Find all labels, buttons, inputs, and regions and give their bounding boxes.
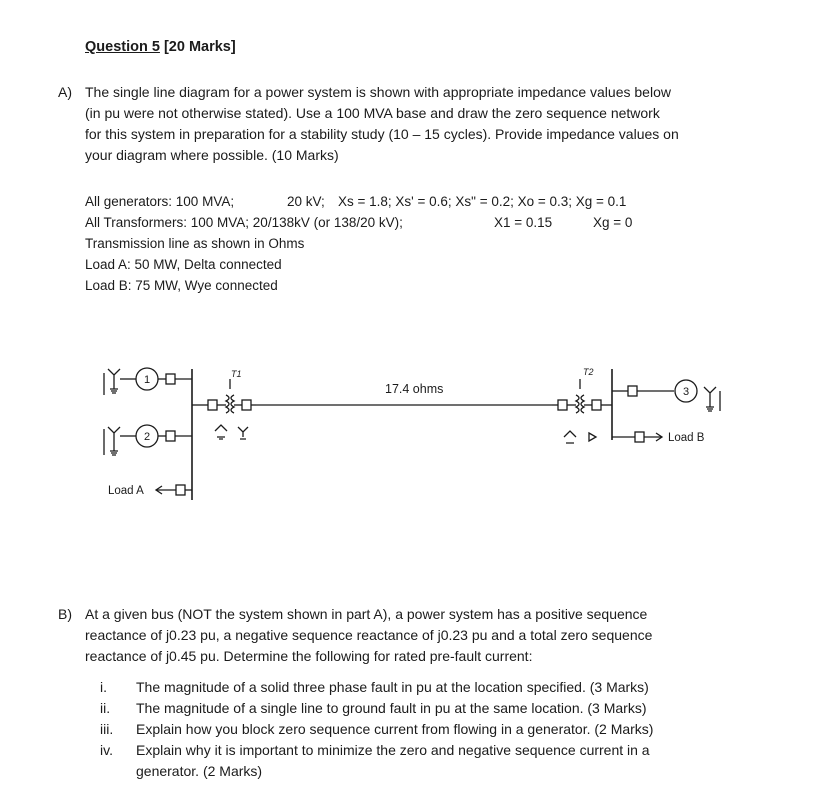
item-number: i. (100, 679, 107, 695)
part-b-text (85, 604, 652, 667)
spec-generators-kv: 20 kV; (287, 194, 325, 209)
spec-transformers-label: All Transformers: 100 MVA; 20/138kV (or 138/20 kV); (85, 215, 403, 230)
spec-load-a: Load A: 50 MW, Delta connected (85, 257, 282, 272)
item-number: iii. (100, 721, 114, 737)
spec-load-b: Load B: 75 MW, Wye connected (85, 278, 278, 293)
part-a-line: your diagram where possible. (10 Marks) (85, 147, 339, 163)
part-a-line: for this system in preparation for a stability study (10 – 15 cycles). Provide impedance values on (85, 126, 679, 142)
t2-label: T2 (583, 367, 594, 377)
part-a-line: (in pu were not otherwise stated). Use a 100 MVA base and draw the zero sequence network (85, 105, 660, 121)
generator-3 (612, 380, 720, 411)
generator-2-label: 2 (143, 431, 151, 443)
part-b-line: reactance of j0.45 pu. Determine the following for rated pre-fault current: (85, 648, 533, 664)
spec-transformers-x1: X1 = 0.15 (494, 215, 553, 230)
spec-transformers-xg: Xg = 0 (593, 215, 633, 230)
spec-generators-reactances: Xs = 1.8; Xs' = 0.6; Xs" = 0.2; Xo = 0.3; Xg = 0.1 (338, 194, 627, 209)
part-b-line: At a given bus (NOT the system shown in part A), a power system has a positive sequence (85, 606, 648, 622)
transformer-t1 (192, 369, 256, 439)
question-number: Question 5 (85, 39, 160, 55)
item-text: generator. (2 Marks) (136, 763, 263, 779)
item-text: The magnitude of a single line to ground fault in pu at the same location. (3 Marks) (136, 700, 647, 716)
load-b-label: Load B (668, 432, 705, 444)
generator-2 (104, 425, 192, 455)
part-a-line: The single line diagram for a power system is shown with appropriate impedance values below (85, 84, 671, 100)
item-text: Explain why it is important to minimize the zero and negative sequence current in a (136, 742, 650, 758)
single-line-diagram (90, 355, 750, 505)
item-text: The magnitude of a solid three phase fault in pu at the location specified. (3 Marks) (136, 679, 649, 695)
transmission-line (256, 382, 552, 405)
generator-1-label: 1 (143, 374, 151, 386)
transformer-t2 (552, 367, 612, 443)
part-b-line: reactance of j0.23 pu, a negative sequence reactance of j0.23 pu and a total zero sequence (85, 627, 653, 643)
load-b (612, 432, 705, 444)
spec-generators-label: All generators: 100 MVA; (85, 194, 235, 209)
load-a-label: Load A (108, 485, 144, 497)
item-text: Explain how you block zero sequence current from flowing in a generator. (2 Marks) (136, 721, 654, 737)
question-title (85, 39, 236, 55)
part-a-text (85, 82, 679, 166)
generator-3-label: 3 (682, 386, 690, 398)
question-marks: [20 Marks] (163, 39, 236, 55)
spec-transmission-line: Transmission line as shown in Ohms (85, 236, 305, 251)
load-a (108, 485, 192, 497)
generator-1 (104, 368, 192, 395)
t1-label: T1 (231, 369, 242, 379)
item-number: ii. (100, 700, 111, 716)
part-b-label: B) (58, 606, 72, 622)
item-number: iv. (100, 742, 113, 758)
part-a-label: A) (58, 84, 72, 100)
line-impedance-label: 17.4 ohms (385, 382, 444, 396)
